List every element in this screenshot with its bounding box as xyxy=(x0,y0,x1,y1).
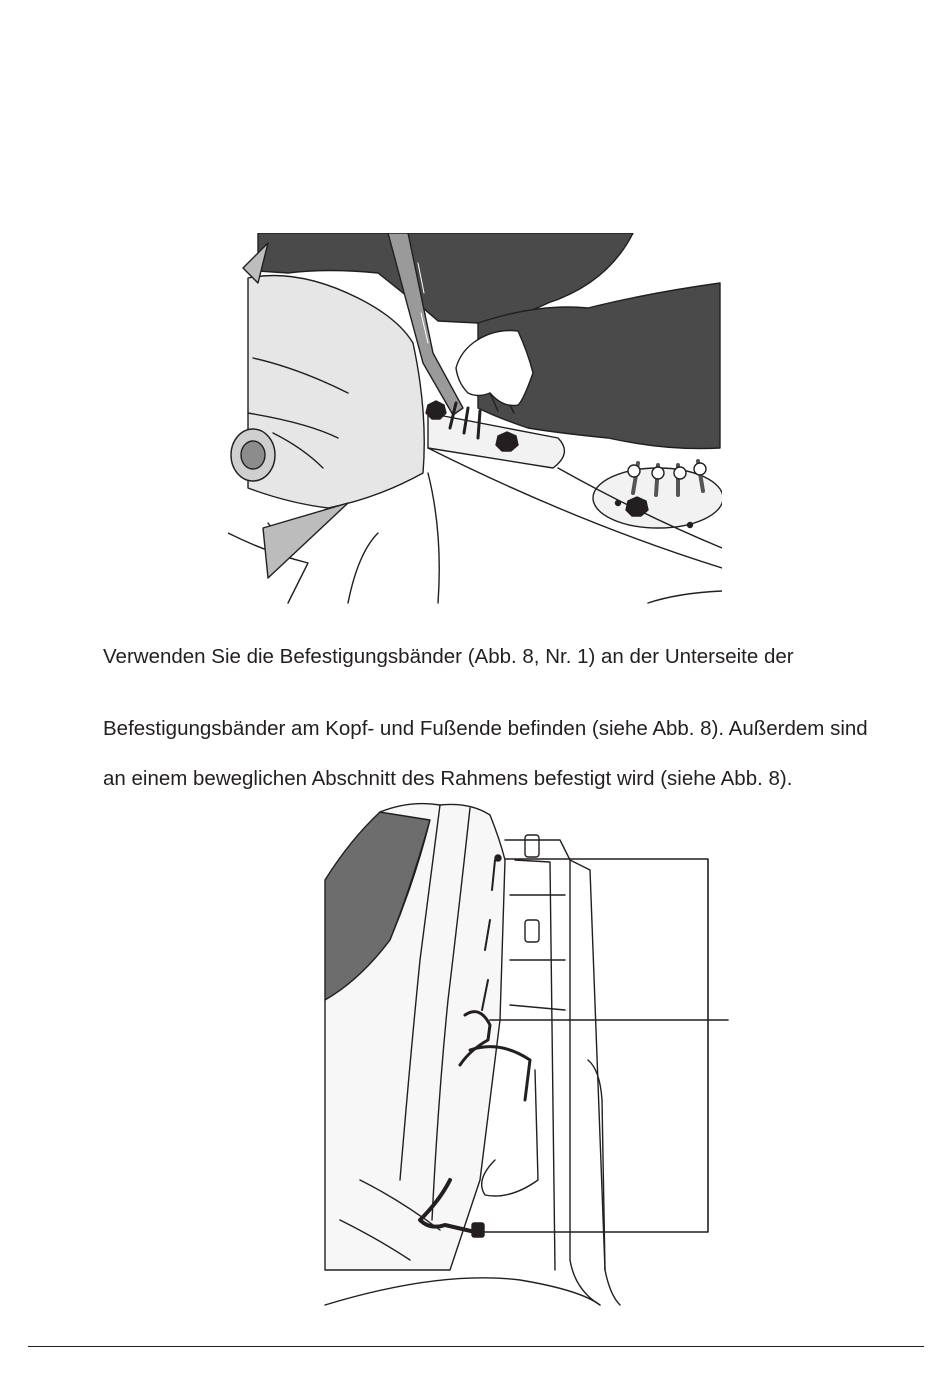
text-line-3: an einem beweglichen Abschnitt des Rahmens befestigt wird (siehe Abb. 8). xyxy=(103,767,793,790)
text-line-1: Verwenden Sie die Befestigungsbänder (Abb. 8, Nr. 1) an der Unterseite der xyxy=(103,645,794,668)
illustration-hose-connection xyxy=(228,233,722,607)
footer-divider xyxy=(28,1346,924,1347)
illustration-fastening-straps xyxy=(320,800,740,1310)
text-line-2: Befestigungsbänder am Kopf- und Fußende befinden (siehe Abb. 8). Außerdem sind xyxy=(103,717,868,740)
